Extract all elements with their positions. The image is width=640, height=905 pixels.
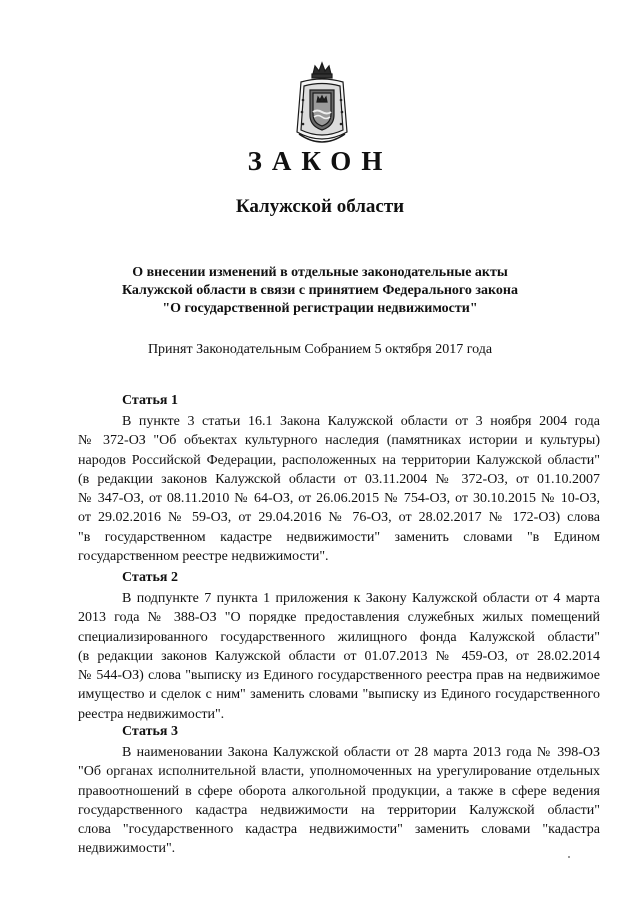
article-body (78, 412, 600, 566)
text-line: государственного кадастра недвижимости на территории Калужской области" (78, 802, 600, 818)
article-title: Статья 2 (122, 570, 178, 585)
text-line: В подпункте 7 пункта 1 приложения к Закону Калужской области от 4 марта (122, 591, 600, 606)
heading-line: О внесении изменений в отдельные законодательные акты (132, 265, 508, 280)
law-heading (0, 264, 640, 318)
document-title: ЗАКОН (247, 146, 393, 176)
text-line: правоотношений в сфере оборота алкогольной продукции, а также в сфере ведения (78, 783, 600, 799)
text-line: (в редакции законов Калужской области от 01.07.2013 № 459-ОЗ, от 28.02.2014 (78, 648, 600, 664)
article-1 (78, 393, 600, 566)
text-line: имущество и сделок с ним" заменить словами "выписку из Единого государственного (78, 687, 600, 703)
heading-line: "О государственной регистрации недвижимости" (162, 301, 478, 316)
article-2 (78, 570, 600, 724)
text-line: недвижимости". (78, 841, 176, 857)
adoption-note: Принят Законодательным Собранием 5 октября 2017 года (147, 342, 493, 357)
text-line: В наименовании Закона Калужской области от 28 марта 2013 года № 398-ОЗ (122, 745, 600, 760)
text-line: реестра недвижимости". (78, 706, 225, 722)
text-line: слова "государственного кадастра недвижимости" заменить словами "кадастра (78, 822, 600, 838)
coat-of-arms-emblem (291, 60, 353, 148)
text-line: 2013 года № 388-ОЗ "О порядке предоставления служебных жилых помещений (78, 610, 600, 626)
text-line: народов Российской Федерации, расположенных на территории Калужской области" (78, 452, 600, 468)
article-body (78, 743, 600, 859)
text-line: № 347-ОЗ, от 08.11.2010 № 64-ОЗ, от 26.06.2015 № 754-ОЗ, от 30.10.2015 № 10-ОЗ, (78, 491, 600, 507)
text-line: В пункте 3 статьи 16.1 Закона Калужской области от 3 ноября 2004 года (122, 414, 600, 429)
heading-line: Калужской области в связи с принятием Федерального закона (121, 283, 519, 298)
text-line: "в государственном кадастре недвижимости" заменить словами "в Едином (78, 529, 600, 545)
text-line: № 544-ОЗ) слова "выписку из Единого государственного реестра прав на недвижимое (78, 668, 600, 684)
text-line: "Об органах исполнительной власти, уполномоченных на урегулирование отдельных (78, 764, 600, 780)
article-body (78, 589, 600, 724)
text-line: № 372-ОЗ "Об объектах культурного наследия (памятниках истории и культуры) (78, 433, 600, 449)
text-line: (в редакции законов Калужской области от 03.11.2004 № 372-ОЗ, от 01.10.2007 (78, 471, 600, 487)
scan-speck (568, 856, 570, 858)
article-3 (78, 724, 600, 859)
text-line: специализированного государственного жилищного фонда Калужской области" (78, 629, 600, 645)
article-title: Статья 3 (122, 724, 178, 739)
document-subtitle: Калужской области (235, 196, 405, 217)
text-line: от 29.02.2016 № 59-ОЗ, от 29.04.2016 № 76-ОЗ, от 28.02.2017 № 172-ОЗ) слова (78, 510, 600, 526)
text-line: государственном реестре недвижимости". (78, 549, 329, 565)
article-title: Статья 1 (122, 393, 178, 408)
